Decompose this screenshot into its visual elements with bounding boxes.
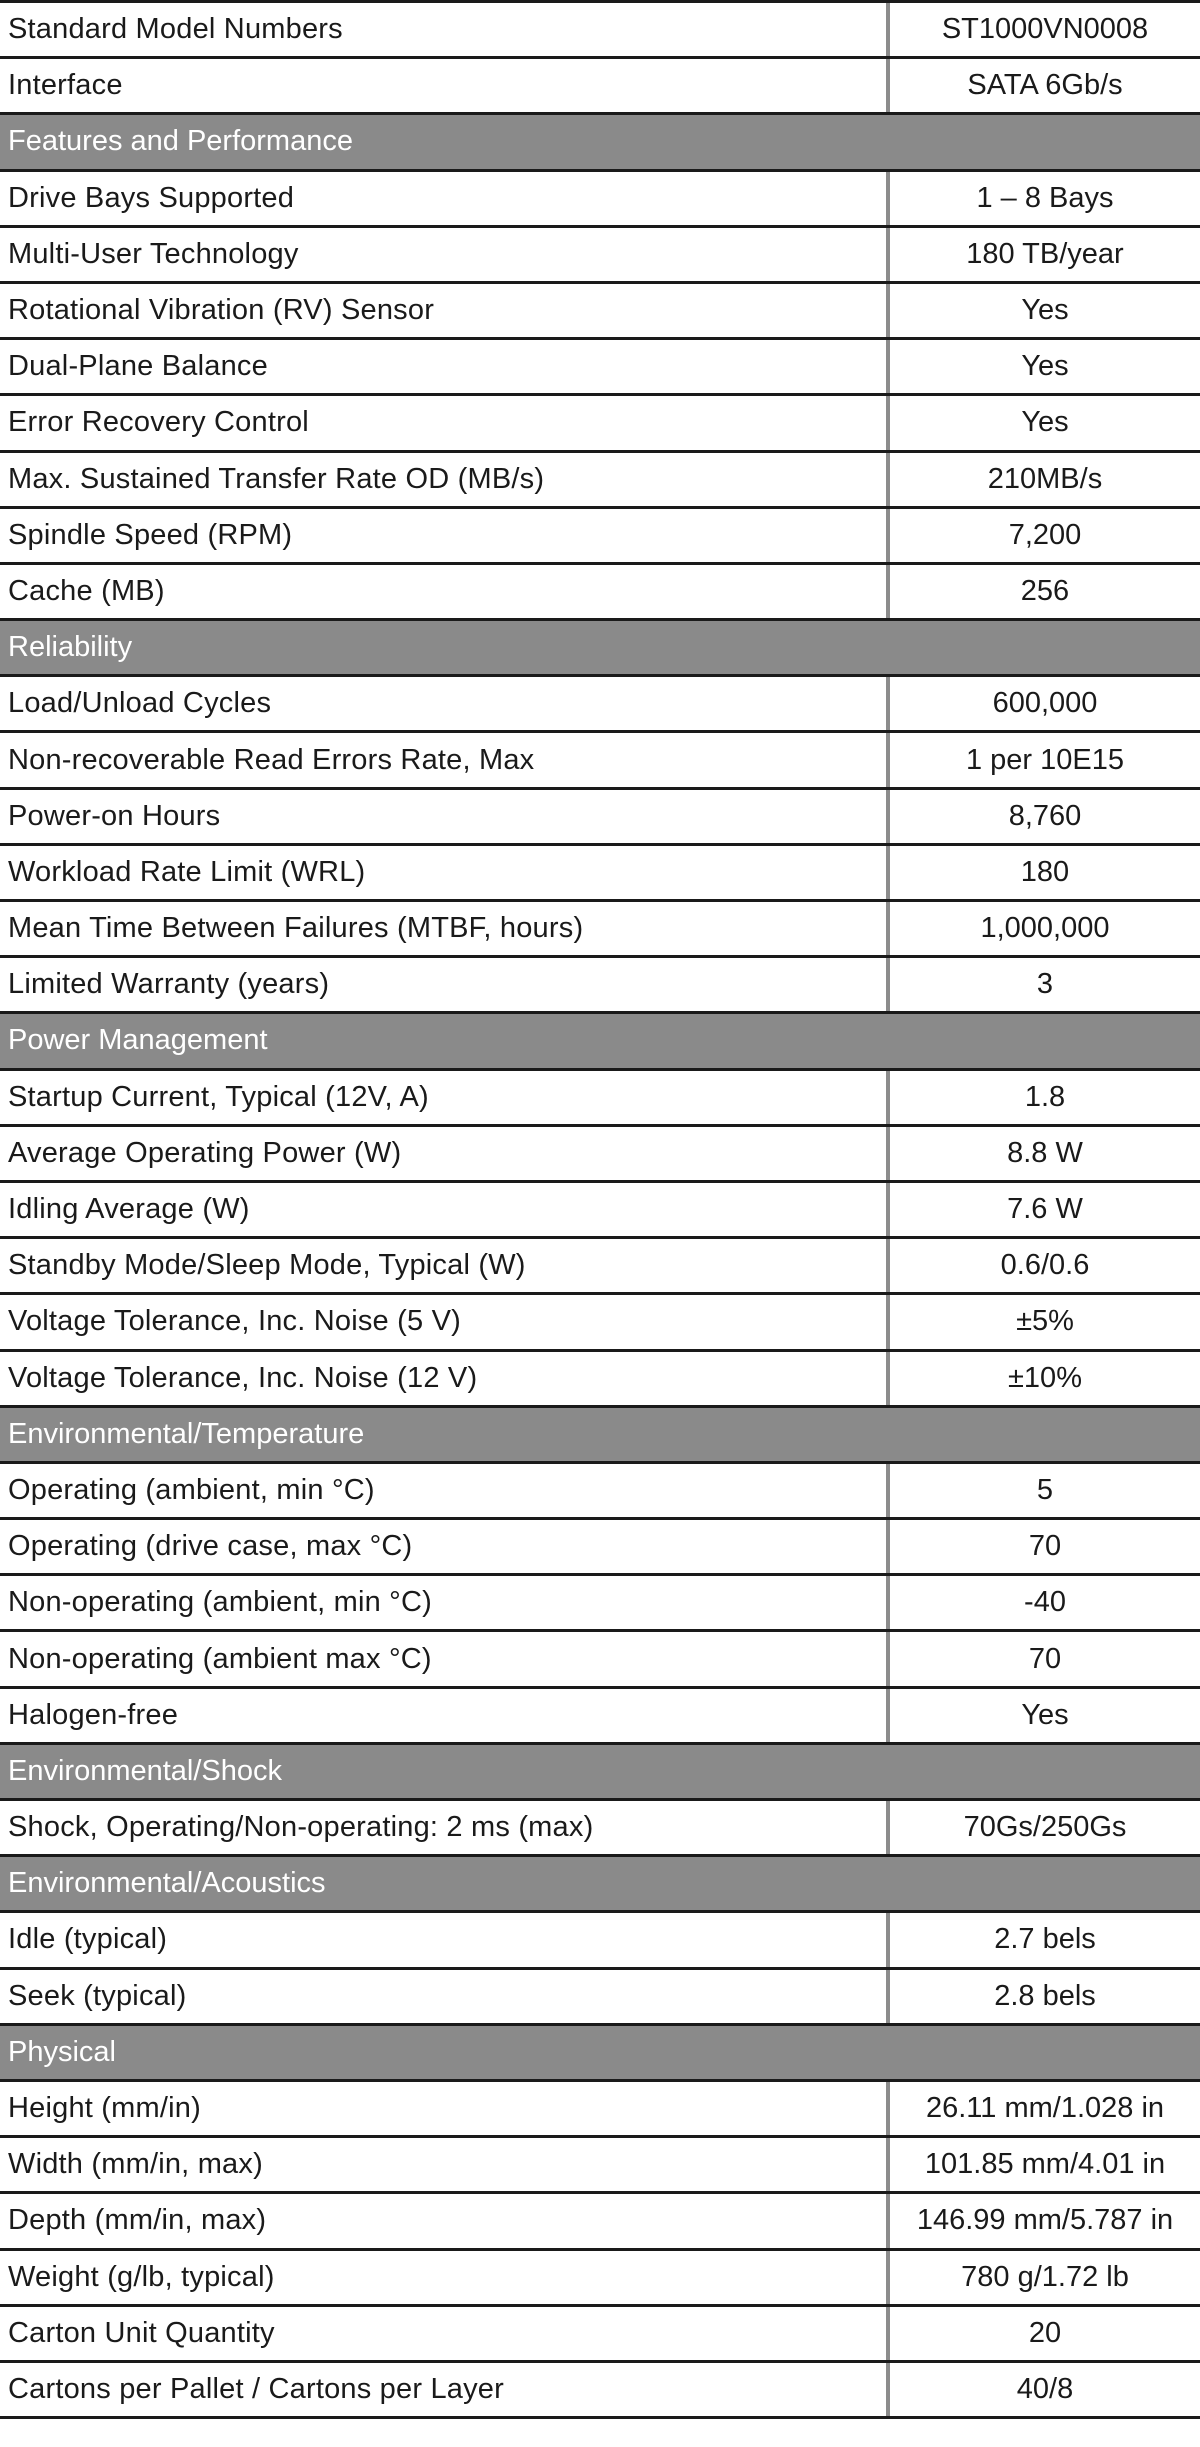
spec-value: -40 [1024,1586,1066,1619]
spec-value: 3 [1036,968,1054,1001]
spec-row [0,284,1200,340]
spec-value: 180 [1020,855,1070,888]
spec-value: SATA 6Gb/s [967,69,1123,102]
spec-label: Voltage Tolerance, Inc. Noise (5 V) [8,1305,461,1338]
spec-row [0,1352,1200,1408]
spec-row [0,1576,1200,1632]
spec-label: Weight (g/lb, typical) [8,2260,275,2293]
spec-label: Halogen-free [8,1698,179,1731]
spec-label: Max. Sustained Transfer Rate OD (MB/s) [8,462,545,495]
spec-label: Non-recoverable Read Errors Rate, Max [8,743,535,776]
spec-row [0,1520,1200,1576]
spec-label: Operating (ambient, min °C) [8,1473,375,1506]
spec-value: Yes [1021,1698,1069,1731]
section-header: Power Management [0,1014,1200,1070]
spec-row [0,1913,1200,1969]
spec-row [0,2082,1200,2138]
spec-value: 180 TB/year [966,237,1124,270]
spec-value: 0.6/0.6 [1000,1249,1090,1282]
spec-row [0,2194,1200,2250]
spec-value: 26.11 mm/1.028 in [925,2092,1165,2125]
spec-label: Seek (typical) [8,1979,187,2012]
spec-label: Cartons per Pallet / Cartons per Layer [8,2372,504,2405]
spec-value: 20 [1028,2316,1062,2349]
spec-label: Mean Time Between Failures (MTBF, hours) [8,912,584,945]
spec-value: 8,760 [1008,799,1082,832]
spec-value: Yes [1021,350,1069,383]
spec-label: Idle (typical) [8,1923,168,1956]
spec-row [0,565,1200,621]
spec-row [0,1801,1200,1857]
spec-row [0,228,1200,284]
spec-row [0,340,1200,396]
spec-label: Width (mm/in, max) [8,2148,263,2181]
spec-row [0,1071,1200,1127]
spec-row [0,1632,1200,1688]
spec-value: 2.7 bels [994,1923,1096,1956]
spec-row [0,846,1200,902]
section-header: Environmental/Temperature [0,1408,1200,1464]
spec-row [0,396,1200,452]
spec-value: Yes [1021,294,1069,327]
spec-label: Rotational Vibration (RV) Sensor [8,294,435,327]
spec-label: Spindle Speed (RPM) [8,518,293,551]
spec-row [0,1464,1200,1520]
spec-value: Yes [1021,406,1069,439]
spec-row [0,1239,1200,1295]
spec-row [0,1689,1200,1745]
spec-label: Standby Mode/Sleep Mode, Typical (W) [8,1249,526,1282]
spec-label: Depth (mm/in, max) [8,2204,267,2237]
spec-row [0,172,1200,228]
spec-label: Load/Unload Cycles [8,687,272,720]
spec-row [0,1970,1200,2026]
spec-row [0,790,1200,846]
spec-label: Operating (drive case, max °C) [8,1530,413,1563]
spec-label: Non-operating (ambient, min °C) [8,1586,432,1619]
spec-label: Error Recovery Control [8,406,309,439]
spec-row [0,2363,1200,2419]
section-header: Environmental/Acoustics [0,1857,1200,1913]
spec-value: 101.85 mm/4.01 in [924,2148,1166,2181]
spec-value: 40/8 [1016,2372,1074,2405]
spec-label: Non-operating (ambient max °C) [8,1642,432,1675]
spec-row [0,1127,1200,1183]
spec-row [0,1295,1200,1351]
spec-row [0,59,1200,115]
spec-label: Shock, Operating/Non-operating: 2 ms (max) [8,1811,594,1844]
spec-label: Workload Rate Limit (WRL) [8,855,366,888]
spec-row [0,2307,1200,2363]
spec-label: Interface [8,69,123,102]
spec-value: 600,000 [992,687,1098,720]
spec-label: Idling Average (W) [8,1193,250,1226]
spec-value: 1 – 8 Bays [976,181,1114,214]
spec-value: 256 [1020,574,1070,607]
spec-label: Startup Current, Typical (12V, A) [8,1080,429,1113]
spec-value: 2.8 bels [994,1979,1096,2012]
spec-row [0,1183,1200,1239]
spec-value: 7,200 [1008,518,1082,551]
spec-label: Power-on Hours [8,799,221,832]
spec-value: 5 [1036,1473,1054,1506]
spec-label: Dual-Plane Balance [8,350,268,383]
section-header: Environmental/Shock [0,1745,1200,1801]
spec-value: 780 g/1.72 lb [961,2260,1129,2293]
spec-value: 70Gs/250Gs [963,1811,1127,1844]
spec-value: 70 [1028,1642,1062,1675]
spec-label: Multi-User Technology [8,237,299,270]
spec-value: 1 per 10E15 [965,743,1124,776]
spec-label: Drive Bays Supported [8,181,295,214]
spec-label: Average Operating Power (W) [8,1136,402,1169]
spec-label: Limited Warranty (years) [8,968,330,1001]
spec-value: 1.8 [1024,1080,1066,1113]
spec-label: Cache (MB) [8,574,165,607]
spec-value: ST1000VN0008 [941,13,1149,46]
spec-row [0,509,1200,565]
spec-row [0,2138,1200,2194]
spec-label: Standard Model Numbers [8,13,343,46]
spec-value: 146.99 mm/5.787 in [916,2204,1174,2237]
spec-row [0,958,1200,1014]
spec-label: Carton Unit Quantity [8,2316,275,2349]
spec-value: 7.6 W [1007,1193,1083,1226]
spec-value: 210MB/s [987,462,1103,495]
spec-label: Voltage Tolerance, Inc. Noise (12 V) [8,1361,478,1394]
spec-value: ±5% [1016,1305,1074,1338]
section-header: Physical [0,2026,1200,2082]
section-header: Reliability [0,621,1200,677]
spec-row [0,902,1200,958]
spec-row [0,3,1200,59]
spec-row [0,733,1200,789]
spec-row [0,2251,1200,2307]
spec-value: 70 [1028,1530,1062,1563]
spec-label: Height (mm/in) [8,2092,201,2125]
spec-value: 1,000,000 [980,912,1110,945]
spec-value: ±10% [1008,1361,1082,1394]
spec-row [0,677,1200,733]
spec-row [0,453,1200,509]
spec-value: 8.8 W [1007,1136,1083,1169]
section-header: Features and Performance [0,115,1200,171]
